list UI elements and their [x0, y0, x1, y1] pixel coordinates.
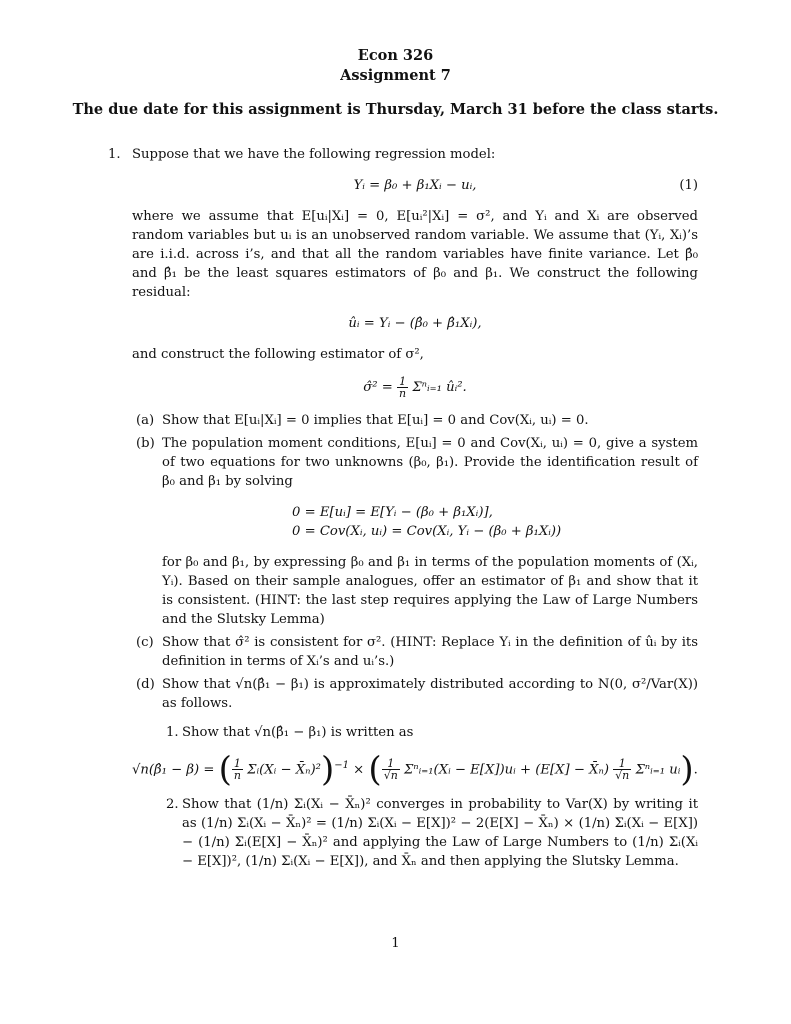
- question-intro: Suppose that we have the following regression model:: [132, 147, 496, 162]
- assignment-title: Assignment 7: [340, 67, 451, 84]
- document-body: [108, 145, 698, 875]
- frac-1-over-n: [232, 758, 243, 781]
- step-1-label: 1.: [166, 725, 179, 740]
- frac-sqrtn2-num: 1: [613, 758, 631, 770]
- sigma-equation-rhs: Σⁿᵢ₌₁ ûᵢ².: [412, 380, 467, 395]
- frac-sqrtn-num: 1: [382, 758, 400, 770]
- sigma-equation: [132, 376, 698, 399]
- frac-1n-den: n: [233, 769, 241, 783]
- sigma-fraction: [397, 376, 408, 399]
- question-parts: [132, 411, 698, 871]
- part-b: [132, 434, 698, 629]
- big-eq-left-exp: −1: [334, 760, 349, 771]
- left-paren-close: ): [320, 749, 335, 790]
- part-a-text: Show that E[uᵢ|Xᵢ] = 0 implies that E[uᵢ] = 0 and Cov(Xᵢ, uᵢ) = 0.: [162, 413, 589, 428]
- left-paren-open: (: [218, 749, 232, 790]
- page-number: 1: [391, 936, 400, 951]
- part-d-label: (d): [136, 677, 155, 692]
- right-paren-open: (: [368, 749, 382, 790]
- question-1: [108, 145, 698, 871]
- big-eq-right-term-2: Σⁿᵢ₌₁ uᵢ: [635, 762, 681, 778]
- part-d: [132, 675, 698, 871]
- due-date-note: The due date for this assignment is Thursday, March 31 before the class starts.: [72, 101, 719, 118]
- sigma-equation-lhs: σ̂² =: [363, 380, 393, 395]
- frac-1n-num: 1: [232, 758, 243, 770]
- document-header: [0, 46, 791, 86]
- step-2-text: Show that (1/n) Σᵢ(Xᵢ − X̄ₙ)² converges in probability to Var(X) by writing it as (1/n) Σᵢ(Xᵢ − X̄ₙ)² = (1/n) Σᵢ(Xᵢ − E[X])² − 2(E[X] − X̄ₙ) × (1/n) Σᵢ(Xᵢ − E[X]) − (1/n) Σᵢ(E[X] − X̄ₙ)² and applying the Law of Large Numbers to (1/n) Σᵢ(Xᵢ − E[X])², (1/n) Σᵢ(Xᵢ − E[X]), and X̄ₙ and then applying the Slutsky Lemma.: [182, 797, 698, 870]
- frac-1-over-sqrtn-2: [613, 758, 631, 781]
- part-a: [132, 411, 698, 430]
- part-b-label: (b): [136, 436, 155, 451]
- equation-1-number: (1): [679, 178, 698, 193]
- big-eq-lhs: √n(β̂₁ − β) =: [132, 762, 215, 778]
- part-d-step-1: [162, 723, 698, 742]
- big-eq-end: .: [693, 762, 698, 778]
- sigma-intro: and construct the following estimator of σ²,: [132, 347, 424, 362]
- frac-1-over-sqrtn: [382, 758, 400, 781]
- question-number: 1.: [108, 147, 121, 162]
- big-eq-left-term: Σᵢ(Xᵢ − X̄ₙ)²: [247, 762, 321, 778]
- sigma-fraction-num: 1: [397, 376, 408, 388]
- frac-sqrtn2-den: √n: [615, 769, 630, 783]
- part-a-label: (a): [136, 413, 155, 428]
- part-d-step-2: [162, 795, 698, 871]
- moment-equation-2: 0 = Cov(Xᵢ, uᵢ) = Cov(Xᵢ, Yᵢ − (β₀ + β₁Xᵢ)): [292, 524, 562, 539]
- equation-1-body: Yᵢ = β₀ + β₁Xᵢ − uᵢ,: [353, 178, 477, 193]
- part-b-text: The population moment conditions, E[uᵢ] = 0 and Cov(Xᵢ, uᵢ) = 0, give a system of two equations for two unknowns (β₀, β₁). Provide the identification result of β₀ and β₁ by solving: [162, 436, 698, 489]
- part-b-continued: for β₀ and β₁, by expressing β₀ and β₁ in terms of the population moments of (Xᵢ, Yᵢ). Based on their sample analogues, offer an estimator of β₁ and show that it is consistent. (HINT: the last step requires applying the Law of Large Numbers and the Slutsky Lemma): [162, 555, 698, 627]
- part-c-text: Show that σ̂² is consistent for σ². (HINT: Replace Yᵢ in the definition of ûᵢ by its definition in terms of Xᵢ’s and uᵢ’s.): [162, 635, 698, 669]
- big-eq-right-term-1: Σⁿᵢ₌₁(Xᵢ − E[X])uᵢ + (E[X] − X̄ₙ): [403, 762, 609, 778]
- course-title: Econ 326: [357, 47, 434, 64]
- equation-1: [132, 176, 698, 195]
- step-1-text: Show that √n(β̂₁ − β₁) is written as: [182, 725, 414, 740]
- assumptions-paragraph: where we assume that E[uᵢ|Xᵢ] = 0, E[uᵢ²|Xᵢ] = σ², and Yᵢ and Xᵢ are observed random variables but uᵢ is an unobserved random variable. We assume that (Yᵢ, Xᵢ)’s are i.i.d. across i’s, and that all the random variables have finite variance. Let β̂₀ and β̂₁ be the least squares estimators of β₀ and β₁. We construct the following residual:: [132, 209, 698, 300]
- part-d-text: Show that √n(β̂₁ − β₁) is approximately distributed according to N(0, σ²/Var(X)) as follows.: [162, 677, 698, 711]
- right-paren-close: ): [680, 749, 694, 790]
- moment-system: [292, 503, 698, 541]
- step-2-label: 2.: [166, 797, 179, 813]
- decomposition-equation: [132, 749, 698, 790]
- part-c: [132, 633, 698, 671]
- big-eq-times: ×: [353, 762, 365, 778]
- part-c-label: (c): [136, 635, 154, 650]
- residual-equation: ûᵢ = Yᵢ − (β̂₀ + β̂₁Xᵢ),: [348, 316, 482, 331]
- sigma-fraction-den: n: [399, 387, 407, 400]
- frac-sqrtn-den: √n: [383, 769, 398, 783]
- moment-equation-1: 0 = E[uᵢ] = E[Yᵢ − (β₀ + β₁Xᵢ)],: [292, 505, 493, 520]
